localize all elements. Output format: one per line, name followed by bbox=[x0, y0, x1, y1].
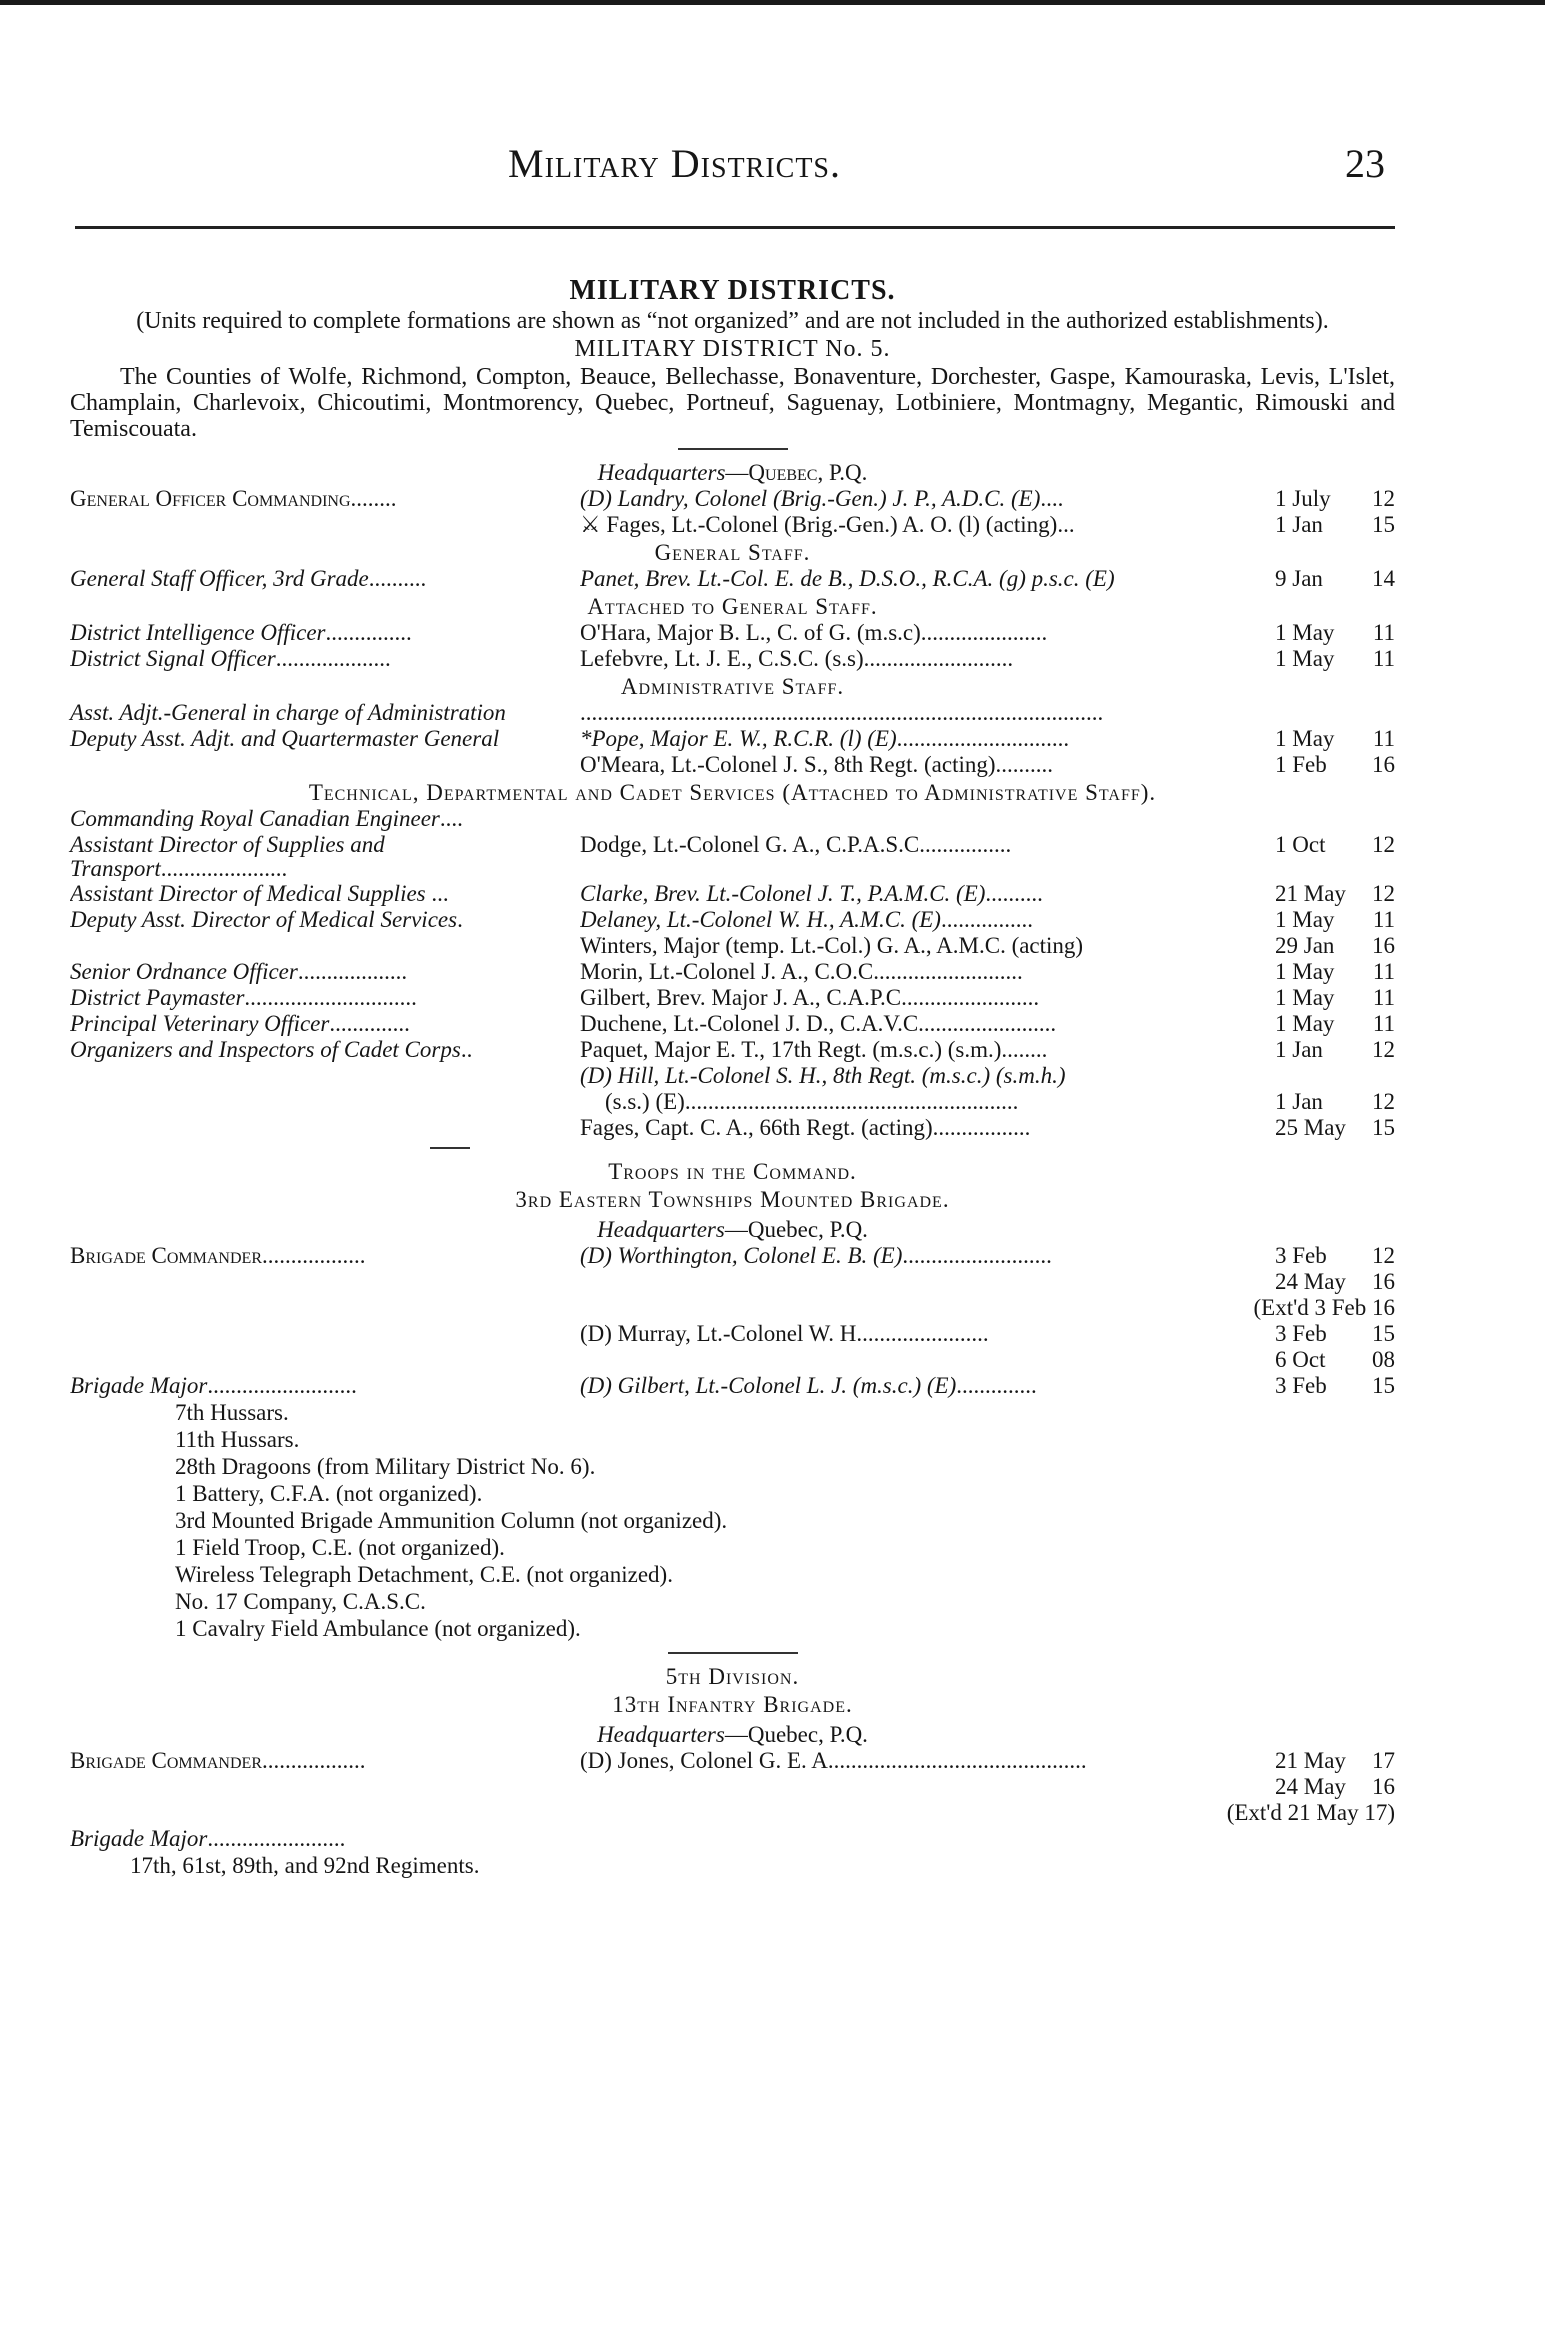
list-item: 7th Hussars. bbox=[175, 1400, 289, 1425]
brigade-commander-row bbox=[70, 1321, 1395, 1347]
appointment-year: 16 bbox=[1372, 1774, 1395, 1799]
officer-name: (D) Jones, Colonel G. E. A............................................. bbox=[580, 1748, 1087, 1773]
appointment-year: 15 bbox=[1372, 512, 1395, 537]
brigade-major-row bbox=[70, 1826, 1395, 1852]
appointment-year: 12 bbox=[1372, 832, 1395, 857]
appointment-date: 1 Jan bbox=[1275, 1037, 1323, 1062]
services-row bbox=[70, 881, 1395, 907]
office-title: Deputy Asst. Director of Medical Services. bbox=[70, 907, 463, 932]
divider bbox=[430, 1147, 470, 1149]
appointment-date: 29 Jan bbox=[1275, 933, 1335, 958]
officer-name: O'Hara, Major B. L., C. of G. (m.s.c)...................... bbox=[580, 620, 1048, 645]
extension-note: (Ext'd 3 Feb 16 bbox=[1253, 1295, 1395, 1320]
appointment-year: 16 bbox=[1372, 1269, 1395, 1294]
appointment-date: 1 May bbox=[1275, 620, 1335, 645]
divider bbox=[668, 1652, 798, 1654]
appointment-date: 21 May bbox=[1275, 1748, 1346, 1773]
appointment-date: 21 May bbox=[1275, 881, 1346, 906]
goc-row bbox=[70, 486, 1395, 512]
goc-row bbox=[70, 512, 1395, 538]
appointment-date: 1 May bbox=[1275, 959, 1335, 984]
appointment-year: 11 bbox=[1372, 620, 1395, 645]
hq-place: —Quebec, P.Q. bbox=[725, 460, 868, 485]
running-head: Military Districts. bbox=[508, 141, 841, 186]
administrative-staff-heading: Administrative Staff. bbox=[620, 674, 845, 699]
list-item: No. 17 Company, C.A.S.C. bbox=[175, 1589, 426, 1614]
appointment-date: 1 May bbox=[1275, 646, 1335, 671]
district-title: MILITARY DISTRICT No. 5. bbox=[574, 336, 891, 362]
extension-note: (Ext'd 21 May 17) bbox=[1226, 1800, 1395, 1825]
appointment-year: 11 bbox=[1372, 726, 1395, 751]
officer-name: Fages, Capt. C. A., 66th Regt. (acting)................. bbox=[580, 1115, 1031, 1140]
brigade-commander-row bbox=[70, 1269, 1395, 1295]
office-title: Brigade Commander.................. bbox=[70, 1243, 366, 1268]
office-title: General Staff Officer, 3rd Grade.......... bbox=[70, 566, 427, 591]
appointment-year: 08 bbox=[1372, 1347, 1395, 1372]
appointment-date: 1 May bbox=[1275, 1011, 1335, 1036]
divider bbox=[678, 448, 788, 450]
list-item: 11th Hussars. bbox=[175, 1427, 300, 1452]
services-row bbox=[70, 1011, 1395, 1037]
officer-name: (D) Murray, Lt.-Colonel W. H....................... bbox=[580, 1321, 989, 1346]
staff-row bbox=[70, 620, 1395, 646]
appointment-date: 9 Jan bbox=[1275, 566, 1323, 591]
appointment-year: 16 bbox=[1372, 933, 1395, 958]
page-content bbox=[70, 275, 1395, 1879]
office-title: District Intelligence Officer............... bbox=[70, 620, 412, 645]
officer-name: Dodge, Lt.-Colonel G. A., C.P.A.S.C................ bbox=[580, 832, 1012, 857]
brigade-major-row bbox=[70, 1373, 1395, 1399]
list-item: 3rd Mounted Brigade Ammunition Column (not organized). bbox=[175, 1508, 728, 1533]
office-title: Organizers and Inspectors of Cadet Corps.. bbox=[70, 1037, 473, 1062]
office-title: Assistant Director of Medical Supplies ... bbox=[70, 881, 449, 906]
officer-name: (s.s.) (E).......................................................... bbox=[605, 1089, 1019, 1114]
services-row bbox=[70, 1089, 1395, 1115]
headquarters-line: Headquarters—Quebec, P.Q. bbox=[597, 1217, 868, 1242]
brigade-heading: 3rd Eastern Townships Mounted Brigade. bbox=[515, 1187, 950, 1212]
office-title: Deputy Asst. Adjt. and Quartermaster General bbox=[70, 726, 500, 751]
appointment-date: 1 May bbox=[1275, 907, 1335, 932]
services-row bbox=[70, 1063, 1395, 1089]
officer-name: Clarke, Brev. Lt.-Colonel J. T., P.A.M.C. (E).......... bbox=[580, 881, 1043, 906]
officer-name: (D) Landry, Colonel (Brig.-Gen.) J. P., A.D.C. (E).... bbox=[580, 486, 1064, 511]
office-title: Brigade Major.......................... bbox=[70, 1373, 357, 1398]
gso-row bbox=[70, 566, 1395, 592]
office-title: Principal Veterinary Officer.............. bbox=[70, 1011, 410, 1036]
daaqmg-row bbox=[70, 752, 1395, 778]
officer-name: (D) Hill, Lt.-Colonel S. H., 8th Regt. (m.s.c.) (s.m.h.) bbox=[580, 1063, 1066, 1088]
section-title: MILITARY DISTRICTS. bbox=[569, 275, 896, 306]
brigade-commander-row bbox=[70, 1347, 1395, 1373]
officer-name: Morin, Lt.-Colonel J. A., C.O.C.......................... bbox=[580, 959, 1023, 984]
services-row bbox=[70, 1115, 1395, 1141]
list-item: 1 Battery, C.F.A. (not organized). bbox=[175, 1481, 483, 1506]
cre-row bbox=[70, 806, 1395, 832]
brigade-commander-row bbox=[70, 1243, 1395, 1269]
office-title: District Signal Officer.................... bbox=[70, 646, 391, 671]
appointment-date: 3 Feb bbox=[1275, 1321, 1327, 1346]
officer-name: (D) Gilbert, Lt.-Colonel L. J. (m.s.c.) (E).............. bbox=[580, 1373, 1037, 1398]
brigade-commander-row bbox=[70, 1748, 1395, 1774]
technical-services-heading: Technical, Departmental and Cadet Services (Attached to Administrative Staff). bbox=[308, 780, 1157, 805]
services-row bbox=[70, 832, 1395, 881]
appointment-date: 6 Oct bbox=[1275, 1347, 1326, 1372]
regiment-list bbox=[70, 1852, 1395, 1879]
appointment-year: 14 bbox=[1372, 566, 1395, 591]
officer-name: Gilbert, Brev. Major J. A., C.A.P.C........................ bbox=[580, 985, 1040, 1010]
appointment-year: 17 bbox=[1372, 1748, 1395, 1773]
list-item: 28th Dragoons (from Military District No. 6). bbox=[175, 1454, 596, 1479]
appointment-date: 25 May bbox=[1275, 1115, 1346, 1140]
appointment-date: 1 Jan bbox=[1275, 1089, 1323, 1114]
appointment-year: 12 bbox=[1372, 881, 1395, 906]
services-row bbox=[70, 959, 1395, 985]
division-heading: 5th Division. bbox=[665, 1664, 800, 1689]
officer-name: Duchene, Lt.-Colonel J. D., C.A.V.C........................ bbox=[580, 1011, 1057, 1036]
list-item: Wireless Telegraph Detachment, C.E. (not organized). bbox=[175, 1562, 673, 1587]
appointment-year: 12 bbox=[1372, 1037, 1395, 1062]
troops-heading: Troops in the Command. bbox=[608, 1159, 857, 1184]
appointment-date: 24 May bbox=[1275, 1774, 1346, 1799]
appointment-date: 1 July bbox=[1275, 486, 1331, 511]
list-item: 1 Field Troop, C.E. (not organized). bbox=[175, 1535, 505, 1560]
officer-name: Winters, Major (temp. Lt.-Col.) G. A., A.M.C. (acting) bbox=[580, 933, 1084, 958]
header-rule bbox=[75, 226, 1395, 229]
officer-name: (D) Worthington, Colonel E. B. (E).......................... bbox=[580, 1243, 1052, 1268]
appointment-year: 15 bbox=[1372, 1321, 1395, 1346]
daaqmg-row bbox=[70, 726, 1395, 752]
appointment-year: 11 bbox=[1372, 646, 1395, 671]
appointment-year: 16 bbox=[1372, 752, 1395, 777]
scan-edge bbox=[0, 0, 1545, 5]
officer-name: Panet, Brev. Lt.-Col. E. de B., D.S.O., R.C.A. (g) p.s.c. (E) bbox=[580, 566, 1115, 591]
staff-row bbox=[70, 646, 1395, 672]
headquarters-line: Headquarters—Quebec, P.Q. bbox=[597, 1722, 868, 1747]
intro-note: (Units required to complete formations are shown as “not organized” and are not included in the authorized establishments). bbox=[136, 308, 1329, 334]
office-title: Brigade Commander.................. bbox=[70, 1748, 366, 1773]
appointment-date: 1 Feb bbox=[1275, 752, 1327, 777]
office-title: Asst. Adjt.-General in charge of Administration bbox=[70, 700, 506, 725]
appointment-year: 15 bbox=[1372, 1115, 1395, 1140]
appointment-date: 1 May bbox=[1275, 985, 1335, 1010]
officer-name: Paquet, Major E. T., 17th Regt. (m.s.c.) (s.m.)........ bbox=[580, 1037, 1048, 1062]
appointment-year: 15 bbox=[1372, 1373, 1395, 1398]
services-row bbox=[70, 1037, 1395, 1063]
appointment-date: 1 May bbox=[1275, 726, 1335, 751]
list-item: 17th, 61st, 89th, and 92nd Regiments. bbox=[130, 1853, 480, 1878]
appointment-year: 11 bbox=[1372, 985, 1395, 1010]
office-title: Commanding Royal Canadian Engineer.... bbox=[70, 806, 463, 831]
appointment-date: 1 Oct bbox=[1275, 832, 1326, 857]
attached-staff-heading: Attached to General Staff. bbox=[587, 594, 878, 619]
headquarters-line bbox=[70, 460, 1395, 486]
appointment-year: 11 bbox=[1372, 907, 1395, 932]
appointment-date: 3 Feb bbox=[1275, 1243, 1327, 1268]
officer-name: O'Meara, Lt.-Colonel J. S., 8th Regt. (acting).......... bbox=[580, 752, 1054, 777]
office-title: Brigade Major........................ bbox=[70, 1826, 346, 1851]
brigade-commander-row bbox=[70, 1774, 1395, 1800]
office-title: Senior Ordnance Officer................... bbox=[70, 959, 408, 984]
officer-name: Delaney, Lt.-Colonel W. H., A.M.C. (E)................ bbox=[580, 907, 1033, 932]
officer-name: ⚔ Fages, Lt.-Colonel (Brig.-Gen.) A. O. (l) (acting)... bbox=[580, 512, 1075, 537]
appointment-year: 12 bbox=[1372, 1243, 1395, 1268]
appointment-year: 11 bbox=[1372, 959, 1395, 984]
office-title: Assistant Director of Supplies and Transport...................... bbox=[70, 832, 385, 881]
hq-label: Headquarters bbox=[597, 460, 726, 485]
appointment-year: 12 bbox=[1372, 1089, 1395, 1114]
services-row bbox=[70, 933, 1395, 959]
appointment-year: 12 bbox=[1372, 486, 1395, 511]
unit-list bbox=[70, 1399, 1395, 1642]
officer-name: *Pope, Major E. W., R.C.R. (l) (E).............................. bbox=[580, 726, 1070, 751]
services-row bbox=[70, 907, 1395, 933]
aag-row: Asst. Adjt.-General in charge of Administration ........................................................................................... bbox=[70, 700, 1104, 725]
counties-paragraph: The Counties of Wolfe, Richmond, Compton, Beauce, Bellechasse, Bonaventure, Dorchester, Gaspe, Kamouraska, Levis, L'Islet, Champlain, Charlevoix, Chicoutimi, Montmorency, Quebec, Portneuf, Saguenay, Lotbiniere, Montmagny, Megantic, Rimouski and Temiscouata. bbox=[70, 364, 1395, 442]
appointment-date: 24 May bbox=[1275, 1269, 1346, 1294]
page-number: 23 bbox=[1345, 141, 1385, 186]
officer-name: Lefebvre, Lt. J. E., C.S.C. (s.s).......................... bbox=[580, 646, 1014, 671]
appointment-year: 11 bbox=[1372, 1011, 1395, 1036]
general-staff-heading: General Staff. bbox=[654, 540, 811, 565]
appointment-date: 3 Feb bbox=[1275, 1373, 1327, 1398]
appointment-date: 1 Jan bbox=[1275, 512, 1323, 537]
brigade-heading: 13th Infantry Brigade. bbox=[612, 1692, 853, 1717]
office-title: General Officer Commanding........ bbox=[70, 486, 397, 511]
list-item: 1 Cavalry Field Ambulance (not organized). bbox=[175, 1616, 581, 1641]
services-row bbox=[70, 985, 1395, 1011]
office-title: District Paymaster.............................. bbox=[70, 985, 417, 1010]
